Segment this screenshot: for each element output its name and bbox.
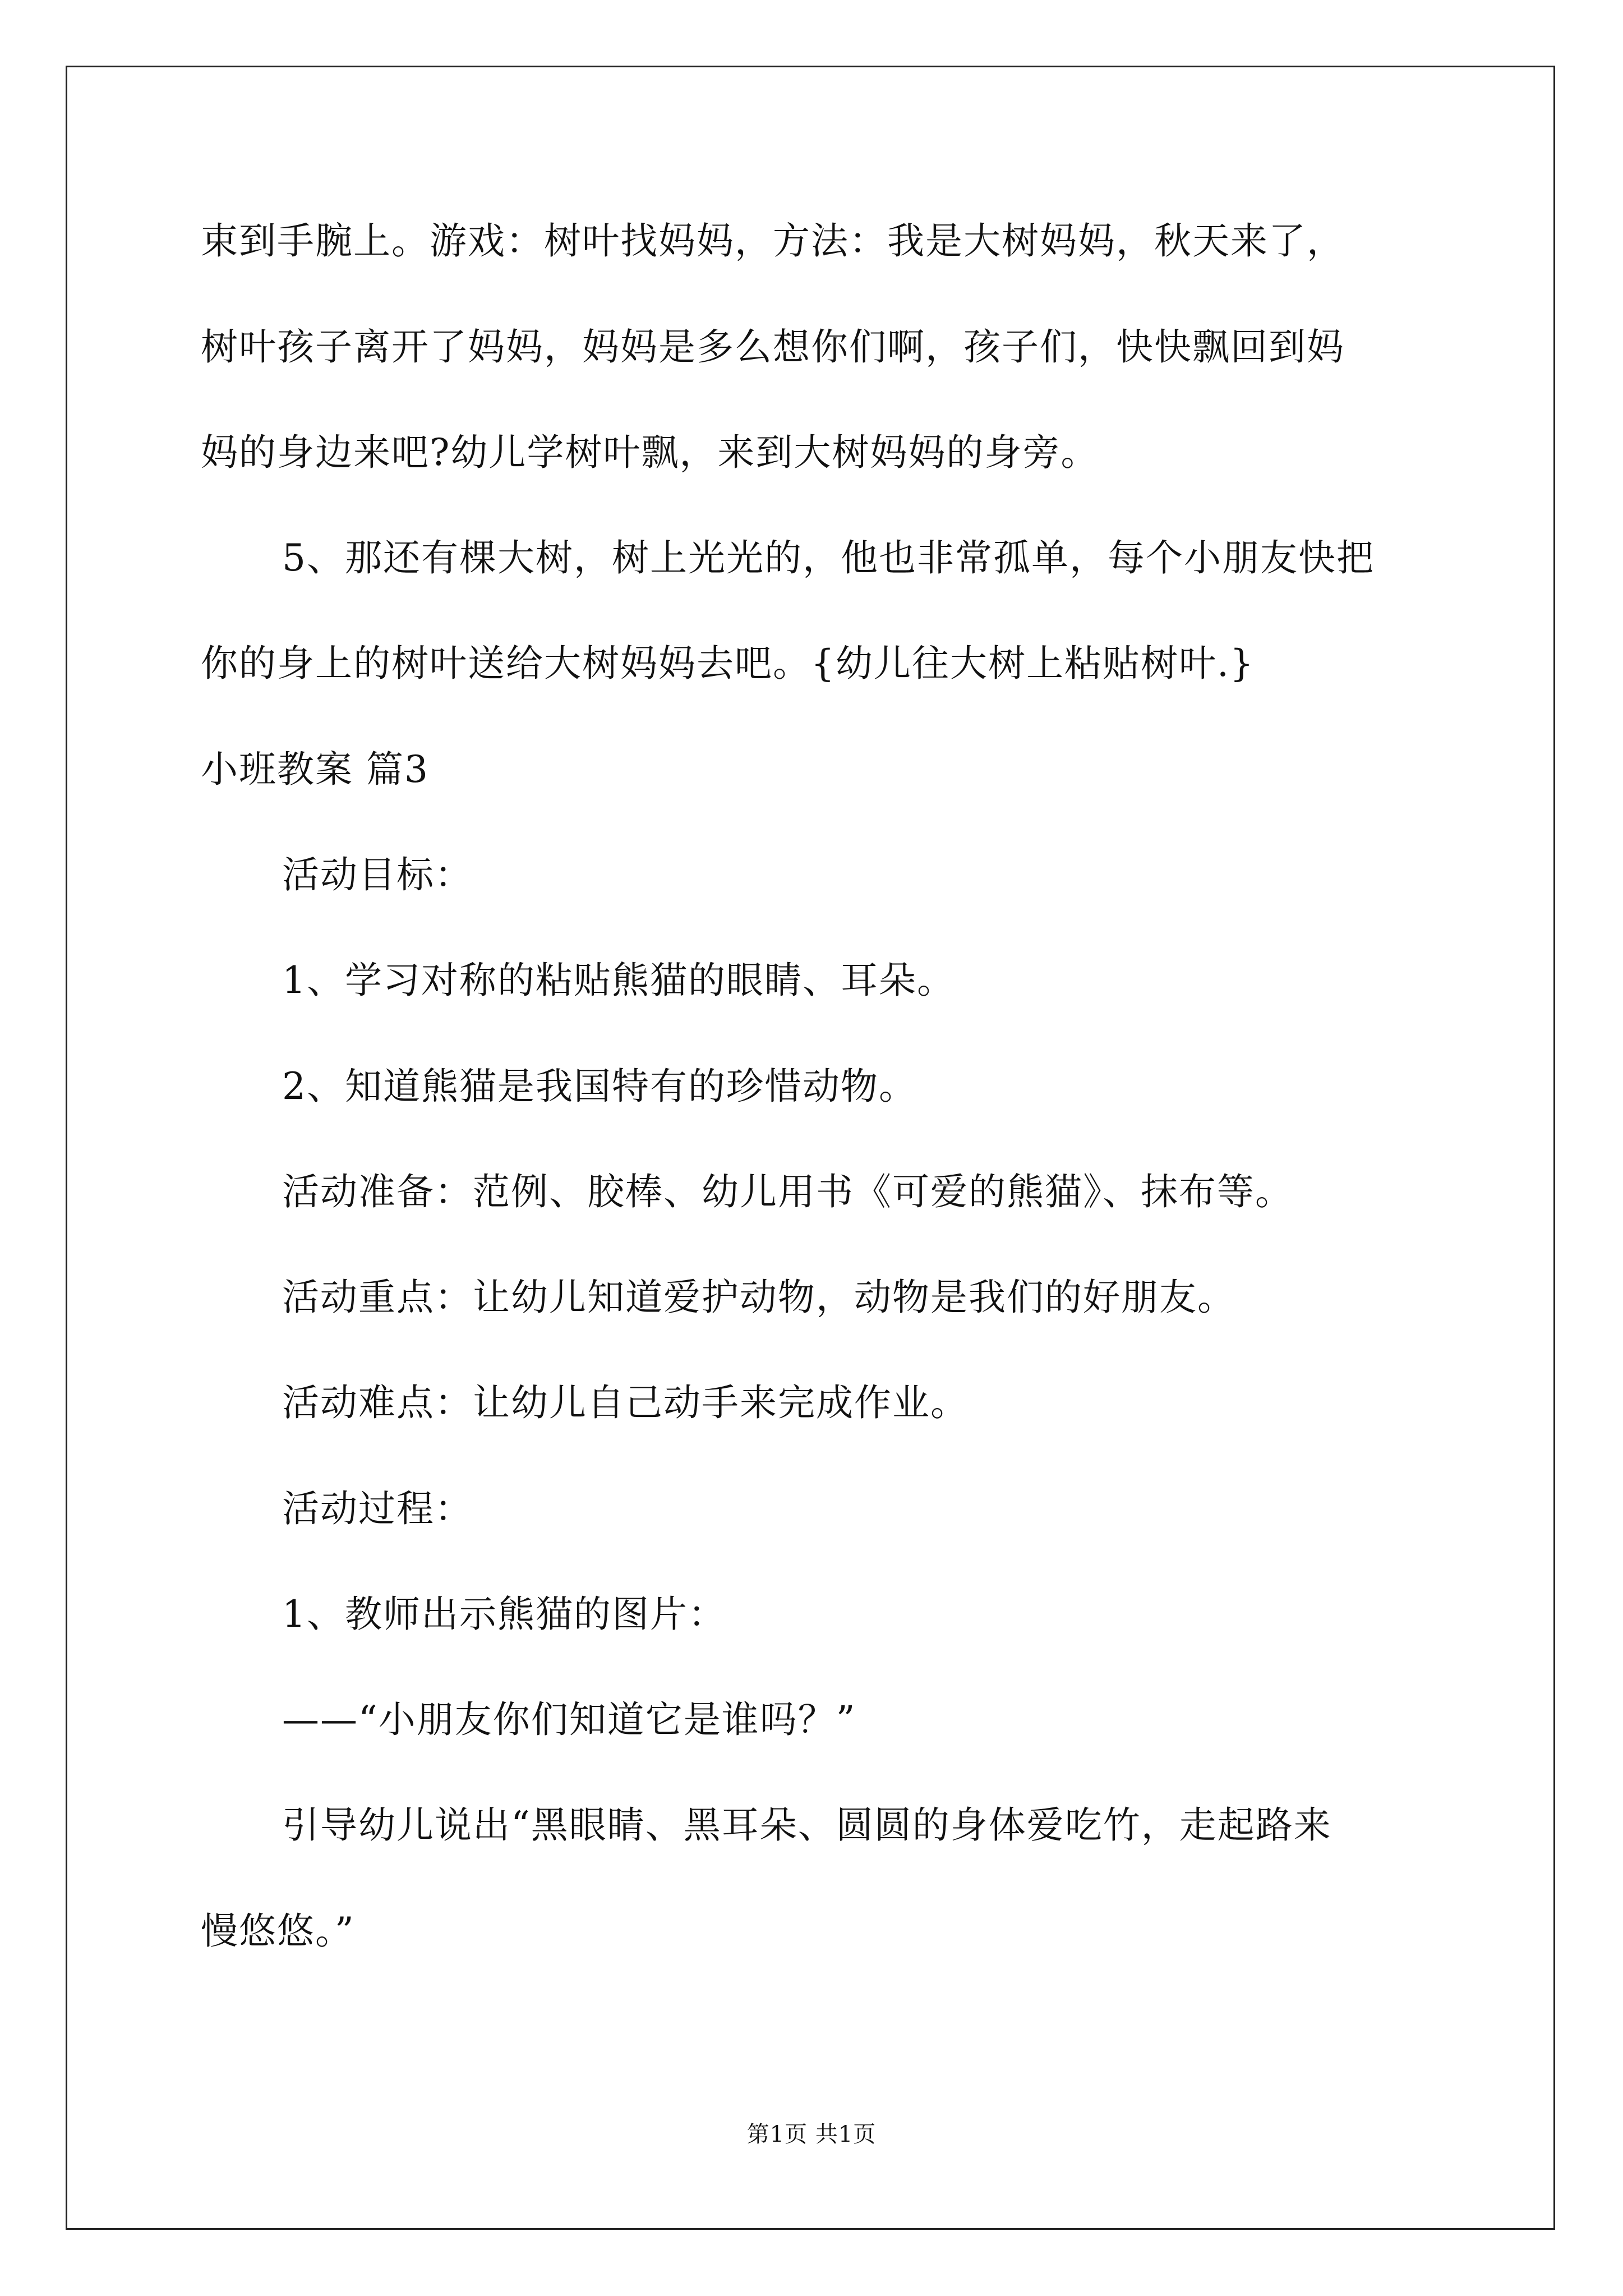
paragraph-line: 活动过程： (282, 1487, 473, 1530)
paragraph-line: 你的身上的树叶送给大树妈妈去吧。{幼儿往大树上粘贴树叶.} (201, 642, 1255, 685)
section-heading: 小班教案 篇3 (201, 748, 429, 791)
paragraph-line: 1、学习对称的粘贴熊猫的眼睛、耳朵。 (282, 959, 955, 1002)
paragraph-line: 树叶孩子离开了妈妈，妈妈是多么想你们啊，孩子们，快快飘回到妈 (201, 325, 1345, 369)
paragraph-line: 活动难点：让幼儿自己动手来完成作业。 (282, 1381, 969, 1424)
paragraph-line: 束到手腕上。游戏：树叶找妈妈，方法：我是大树妈妈，秋天来了， (201, 219, 1345, 263)
paragraph-line: 引导幼儿说出“黑眼睛、黑耳朵、圆圆的身体爱吃竹，走起路来 (282, 1803, 1332, 1847)
page-number-footer: 第1页 共1页 (746, 2122, 877, 2147)
paragraph-line: 慢悠悠。” (201, 1910, 355, 1953)
page-border (66, 66, 1555, 2230)
paragraph-line: 2、知道熊猫是我国特有的珍惜动物。 (282, 1065, 917, 1108)
paragraph-line: ——“小朋友你们知道它是谁吗？” (282, 1698, 856, 1741)
paragraph-line: 活动重点：让幼儿知道爱护动物，动物是我们的好朋友。 (282, 1276, 1235, 1319)
paragraph-line: 活动目标： (282, 853, 473, 896)
paragraph-line: 妈的身边来吧?幼儿学树叶飘，来到大树妈妈的身旁。 (201, 431, 1099, 474)
paragraph-line: 1、教师出示熊猫的图片： (282, 1593, 726, 1636)
paragraph-line: 活动准备：范例、胶棒、幼儿用书《可爱的熊猫》、抹布等。 (282, 1170, 1293, 1213)
paragraph-line: 5、那还有棵大树，树上光光的，他也非常孤单，每个小朋友快把 (282, 536, 1375, 579)
